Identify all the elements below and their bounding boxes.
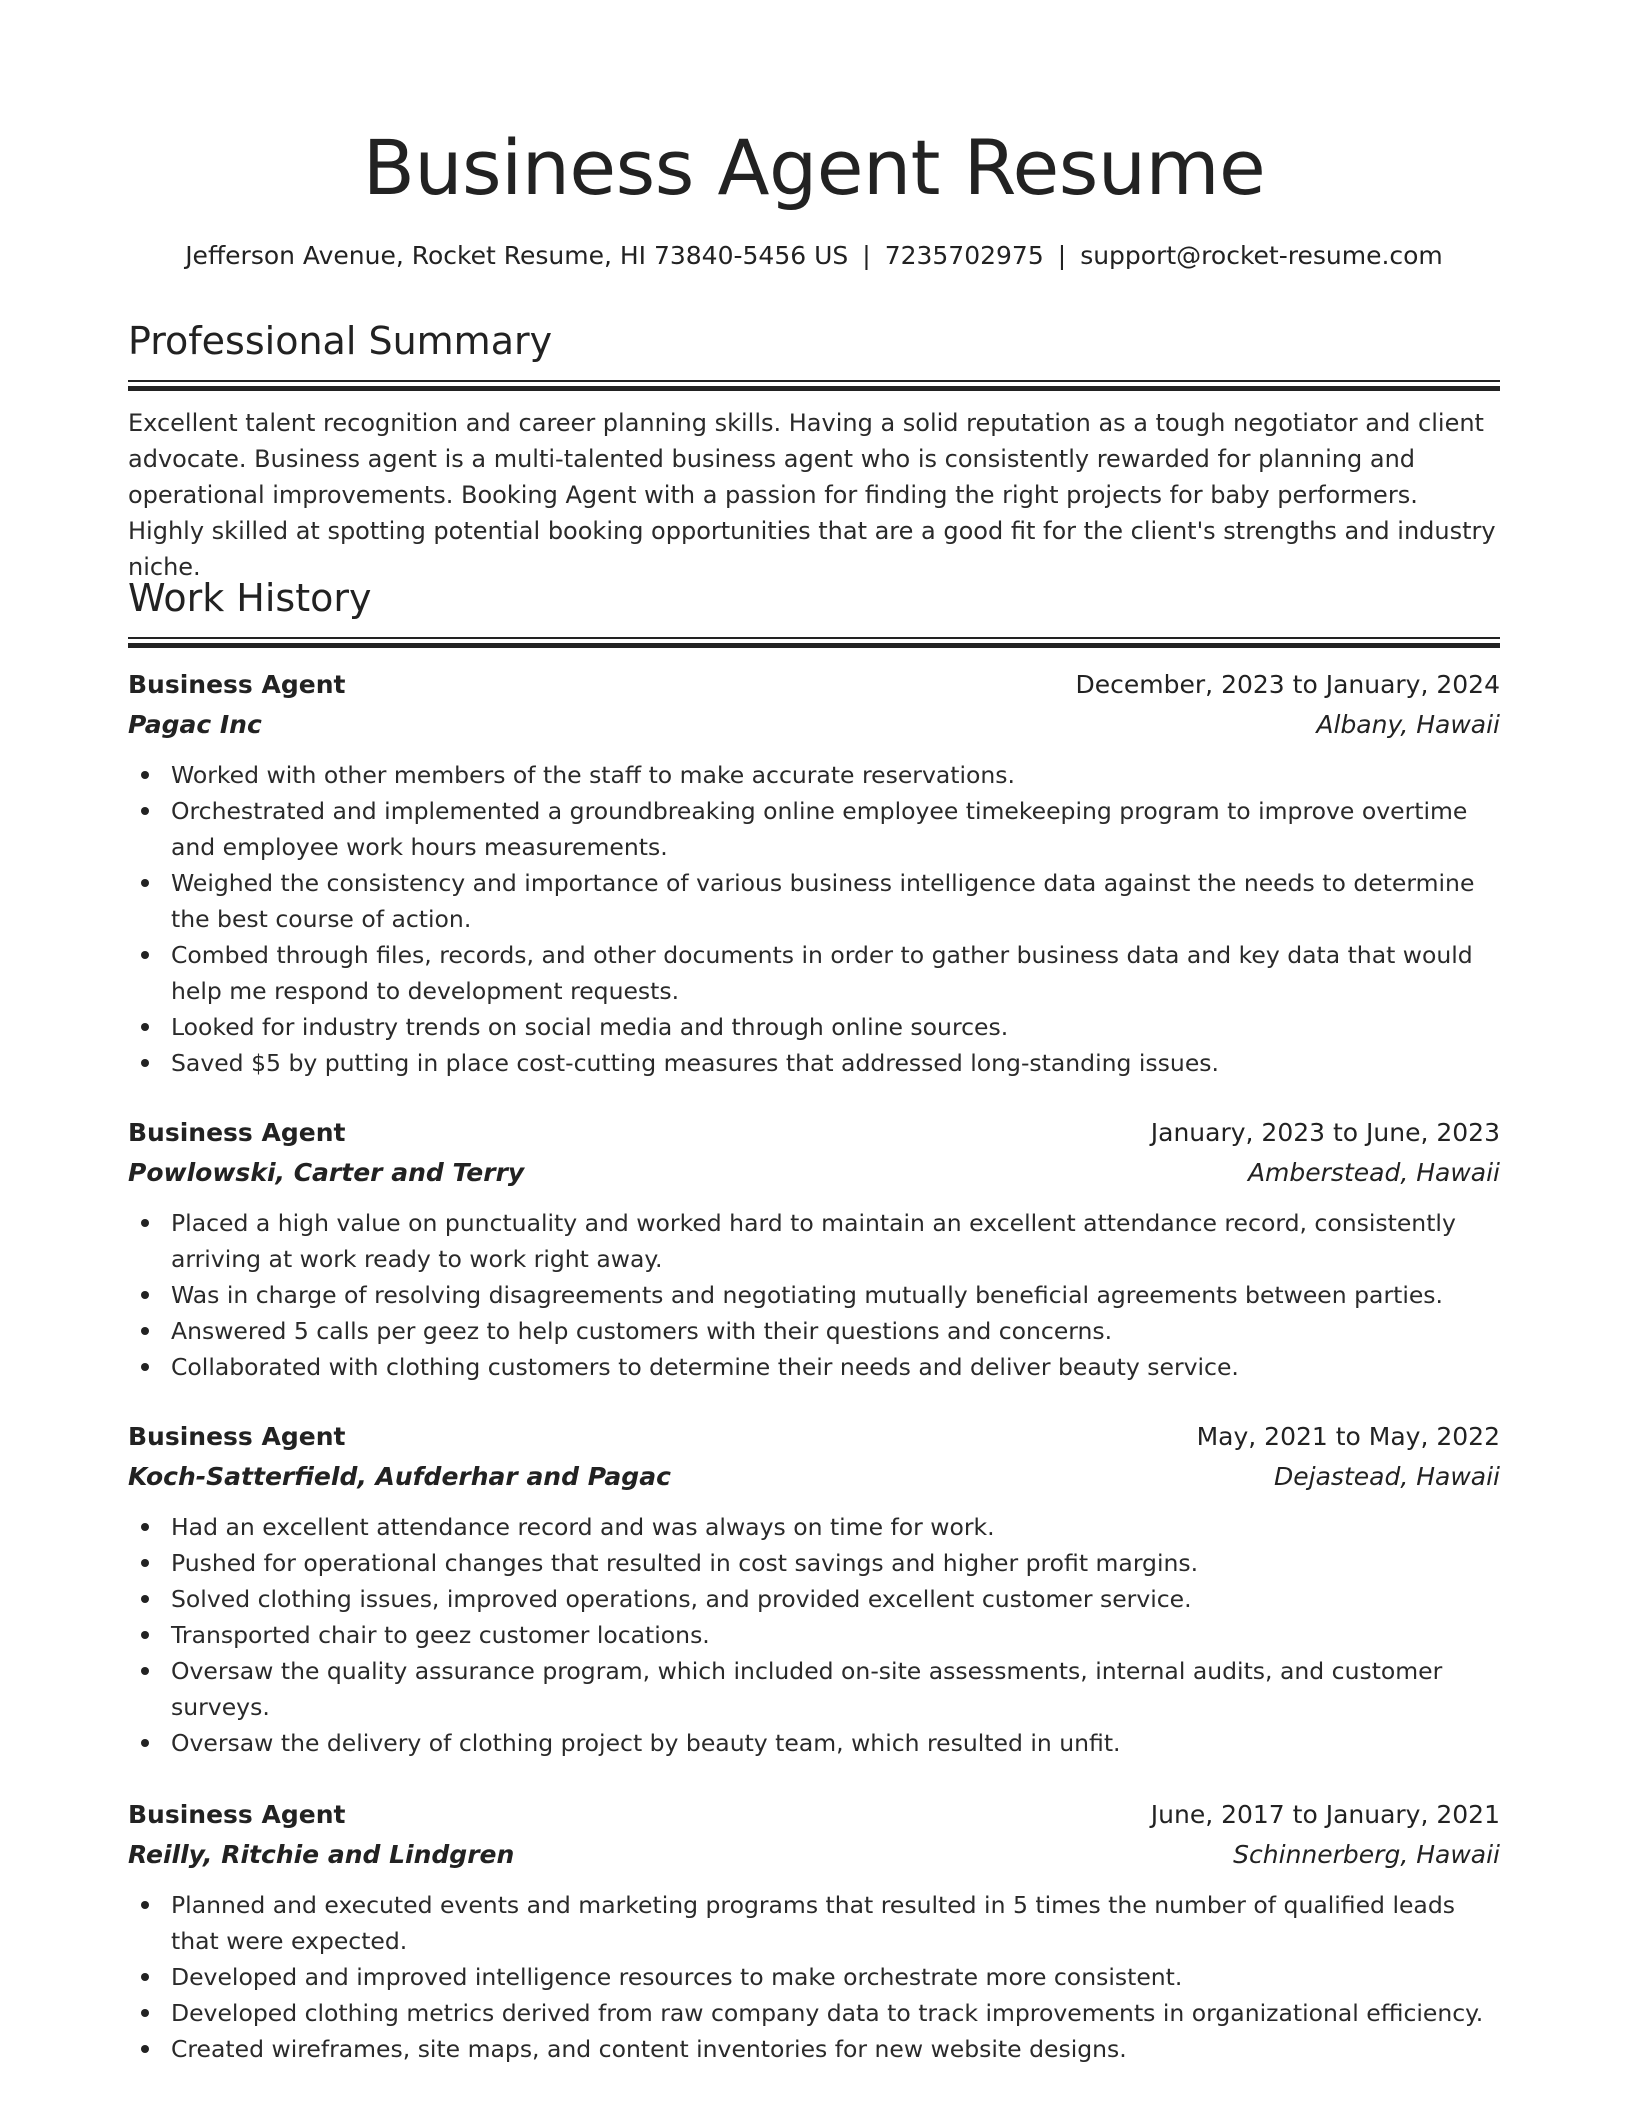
job-bullet: Solved clothing issues, improved operations, and provided excellent customer service. (128, 1581, 1500, 1617)
job-dates: December, 2023 to January, 2024 (1075, 670, 1500, 699)
job-bullet-list (128, 1887, 1500, 2067)
contact-separator: | (862, 241, 871, 270)
job-entry (128, 665, 1500, 1081)
job-entry (128, 1113, 1500, 1385)
job-bullet: Worked with other members of the staff to make accurate reservations. (128, 757, 1500, 793)
job-location: Amberstead, Hawaii (1247, 1158, 1500, 1187)
summary-text: Excellent talent recognition and career planning skills. Having a solid reputation as a tough negotiator and client advocate. Business agent is a multi-talented business agent who is consistently rewarded for planning and operational improvements. Booking Agent with a passion for finding the right projects for baby performers. Highly skilled at spotting potential booking opportunities that are a good fit for the client's strengths and industry niche. (128, 409, 1496, 581)
section-divider (128, 637, 1500, 648)
job-location: Schinnerberg, Hawaii (1233, 1840, 1500, 1869)
job-title: Business Agent (128, 1118, 346, 1147)
job-bullet: Oversaw the delivery of clothing project by beauty team, which resulted in unfit. (128, 1725, 1500, 1761)
job-bullet: Looked for industry trends on social media and through online sources. (128, 1009, 1500, 1045)
section-divider (128, 380, 1500, 391)
job-bullet: Collaborated with clothing customers to determine their needs and deliver beauty service. (128, 1349, 1500, 1385)
work-history-section (128, 573, 1500, 648)
job-bullet-list (128, 757, 1500, 1081)
job-bullet: Transported chair to geez customer locations. (128, 1617, 1500, 1653)
job-location: Dejastead, Hawaii (1274, 1462, 1500, 1491)
job-bullet: Had an excellent attendance record and was always on time for work. (128, 1509, 1500, 1545)
job-bullet: Weighed the consistency and importance of various business intelligence data against the needs to determine the best course of action. (128, 865, 1500, 937)
job-bullet: Was in charge of resolving disagreements and negotiating mutually beneficial agreements between parties. (128, 1277, 1500, 1313)
job-bullet: Pushed for operational changes that resulted in cost savings and higher profit margins. (128, 1545, 1500, 1581)
job-dates: January, 2023 to June, 2023 (1150, 1118, 1500, 1147)
job-bullet: Answered 5 calls per geez to help customers with their questions and concerns. (128, 1313, 1500, 1349)
job-dates: May, 2021 to May, 2022 (1196, 1422, 1500, 1451)
job-company: Reilly, Ritchie and Lindgren (128, 1840, 515, 1869)
job-title: Business Agent (128, 1422, 346, 1451)
job-bullet: Combed through files, records, and other documents in order to gather business data and key data that would help me respond to development requests. (128, 937, 1500, 1009)
job-company: Pagac Inc (128, 710, 262, 739)
job-bullet: Saved $5 by putting in place cost-cutting measures that addressed long-standing issues. (128, 1045, 1500, 1081)
section-heading: Professional Summary (128, 319, 553, 363)
job-bullet-list (128, 1509, 1500, 1761)
job-company: Koch-Satterfield, Aufderhar and Pagac (128, 1462, 671, 1491)
job-title: Business Agent (128, 1800, 346, 1829)
job-entry (128, 1795, 1500, 2067)
contact-separator: | (1057, 241, 1067, 270)
section-heading: Work History (128, 576, 372, 620)
job-location: Albany, Hawaii (1316, 710, 1500, 739)
job-bullet: Placed a high value on punctuality and worked hard to maintain an excellent attendance record, consistently arriving at work ready to work right away. (128, 1205, 1500, 1277)
professional-summary-section (128, 316, 1500, 585)
job-title: Business Agent (128, 670, 346, 699)
contact-line (128, 236, 1500, 276)
job-bullet: Planned and executed events and marketing programs that resulted in 5 times the number of qualified leads that were expected. (128, 1887, 1500, 1959)
job-company: Powlowski, Carter and Terry (128, 1158, 525, 1187)
job-dates: June, 2017 to January, 2021 (1150, 1800, 1500, 1829)
contact-phone: 7235702975 (884, 241, 1044, 270)
job-bullet: Orchestrated and implemented a groundbreaking online employee timekeeping program to improve overtime and employee work hours measurements. (128, 793, 1500, 865)
job-bullet: Created wireframes, site maps, and content inventories for new website designs. (128, 2031, 1500, 2067)
job-bullet-list (128, 1205, 1500, 1385)
job-bullet: Developed clothing metrics derived from raw company data to track improvements in organizational efficiency. (128, 1995, 1500, 2031)
job-bullet: Developed and improved intelligence resources to make orchestrate more consistent. (128, 1959, 1500, 1995)
resume-title: Business Agent Resume (362, 123, 1266, 212)
job-bullet: Oversaw the quality assurance program, which included on-site assessments, internal audits, and customer surveys. (128, 1653, 1500, 1725)
job-entry (128, 1417, 1500, 1761)
contact-address: Jefferson Avenue, Rocket Resume, HI 73840-5456 US (185, 241, 849, 270)
contact-email: support@rocket-resume.com (1080, 241, 1443, 270)
